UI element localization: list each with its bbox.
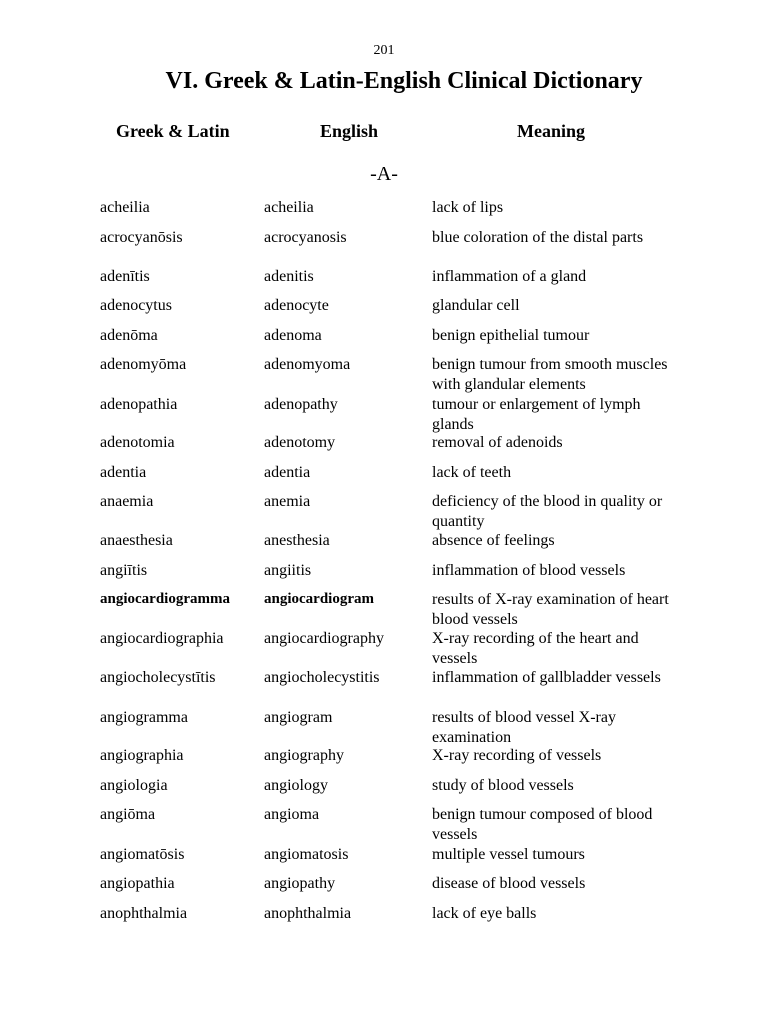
entry-latin-term: adenopathia <box>100 396 178 413</box>
entry-english-term: adenoma <box>264 327 322 344</box>
entry-meaning: X-ray recording of the heart and vessels <box>432 630 639 667</box>
entry-english-term: anesthesia <box>264 532 330 549</box>
entry-english-term: angioma <box>264 806 320 823</box>
entry-latin-term: anaemia <box>100 493 154 510</box>
entry-meaning: blue coloration of the distal parts <box>432 229 644 246</box>
page-title: VI. Greek & Latin-English Clinical Dictionary <box>165 68 643 94</box>
entry-meaning: lack of eye balls <box>432 905 537 922</box>
entry-meaning: multiple vessel tumours <box>432 846 585 863</box>
entry-english-term: angiopathy <box>264 875 336 892</box>
entry-latin-term: angiītis <box>100 562 148 579</box>
entry-meaning: benign epithelial tumour <box>432 327 590 344</box>
entry-english-term: adentia <box>264 464 311 481</box>
entry-latin-term: adenocytus <box>100 297 172 314</box>
entry-meaning: absence of feelings <box>432 532 555 549</box>
entry-english-term: angiology <box>264 777 328 794</box>
section-letter-heading: -A- <box>370 163 398 185</box>
entry-latin-term: adentia <box>100 464 147 481</box>
entry-latin-term: angiocholecystītis <box>100 669 216 686</box>
entry-latin-term: adenītis <box>100 268 150 285</box>
entry-meaning: glandular cell <box>432 297 520 314</box>
entry-latin-term: angiologia <box>100 777 168 794</box>
entry-meaning: benign tumour from smooth muscles with glandular elements <box>432 356 668 393</box>
entry-meaning: study of blood vessels <box>432 777 574 794</box>
entry-english-term: adenotomy <box>264 434 336 451</box>
entry-meaning: disease of blood vessels <box>432 875 586 892</box>
entry-meaning: lack of teeth <box>432 464 512 481</box>
entry-english-term: angiomatosis <box>264 846 349 863</box>
entry-english-term: angiitis <box>264 562 312 579</box>
entry-english-term: adenitis <box>264 268 314 285</box>
entry-latin-term: anaesthesia <box>100 532 173 549</box>
entry-meaning: inflammation of a gland <box>432 268 587 285</box>
entry-meaning: results of X-ray examination of heart blood vessels <box>432 591 669 628</box>
entry-latin-term: acrocyanōsis <box>100 229 183 246</box>
entry-english-term: adenopathy <box>264 396 338 413</box>
page-number: 201 <box>373 43 395 58</box>
entry-meaning: inflammation of blood vessels <box>432 562 626 579</box>
entry-english-term: adenocyte <box>264 297 329 314</box>
entry-meaning: lack of lips <box>432 199 504 216</box>
entry-latin-term: angiographia <box>100 747 184 764</box>
entry-latin-term: angiogramma <box>100 709 188 726</box>
entry-latin-term: adenomyōma <box>100 356 187 373</box>
entry-latin-term: angiopathia <box>100 875 175 892</box>
entry-latin-term: acheilia <box>100 199 150 216</box>
column-header-greek-latin: Greek & Latin <box>116 121 230 141</box>
entry-english-term: angiogram <box>264 709 333 726</box>
entry-latin-term: adenotomia <box>100 434 175 451</box>
entry-english-term: anemia <box>264 493 311 510</box>
entry-english-term: angiocardiogram <box>264 591 374 607</box>
column-header-english: English <box>320 121 379 141</box>
entry-english-term: angiography <box>264 747 344 764</box>
entry-latin-term: adenōma <box>100 327 158 344</box>
entry-meaning: results of blood vessel X-ray examination <box>432 709 616 746</box>
entry-english-term: angiocholecystitis <box>264 669 380 686</box>
entry-latin-term: angiomatōsis <box>100 846 185 863</box>
column-header-meaning: Meaning <box>517 121 586 141</box>
entry-meaning: benign tumour composed of blood vessels <box>432 806 653 843</box>
entry-english-term: acheilia <box>264 199 314 216</box>
entry-meaning: tumour or enlargement of lymph glands <box>432 396 641 433</box>
entry-latin-term: anophthalmia <box>100 905 188 922</box>
entry-english-term: adenomyoma <box>264 356 351 373</box>
entry-meaning: X-ray recording of vessels <box>432 747 602 764</box>
entry-english-term: angiocardiography <box>264 630 384 647</box>
entry-english-term: anophthalmia <box>264 905 352 922</box>
entry-meaning: inflammation of gallbladder vessels <box>432 669 661 686</box>
entry-latin-term: angiōma <box>100 806 156 823</box>
entry-english-term: acrocyanosis <box>264 229 347 246</box>
entry-meaning: removal of adenoids <box>432 434 563 451</box>
entry-meaning: deficiency of the blood in quality or quantity <box>432 493 663 530</box>
entry-latin-term: angiocardiographia <box>100 630 224 647</box>
entry-latin-term: angiocardiogramma <box>100 591 230 607</box>
